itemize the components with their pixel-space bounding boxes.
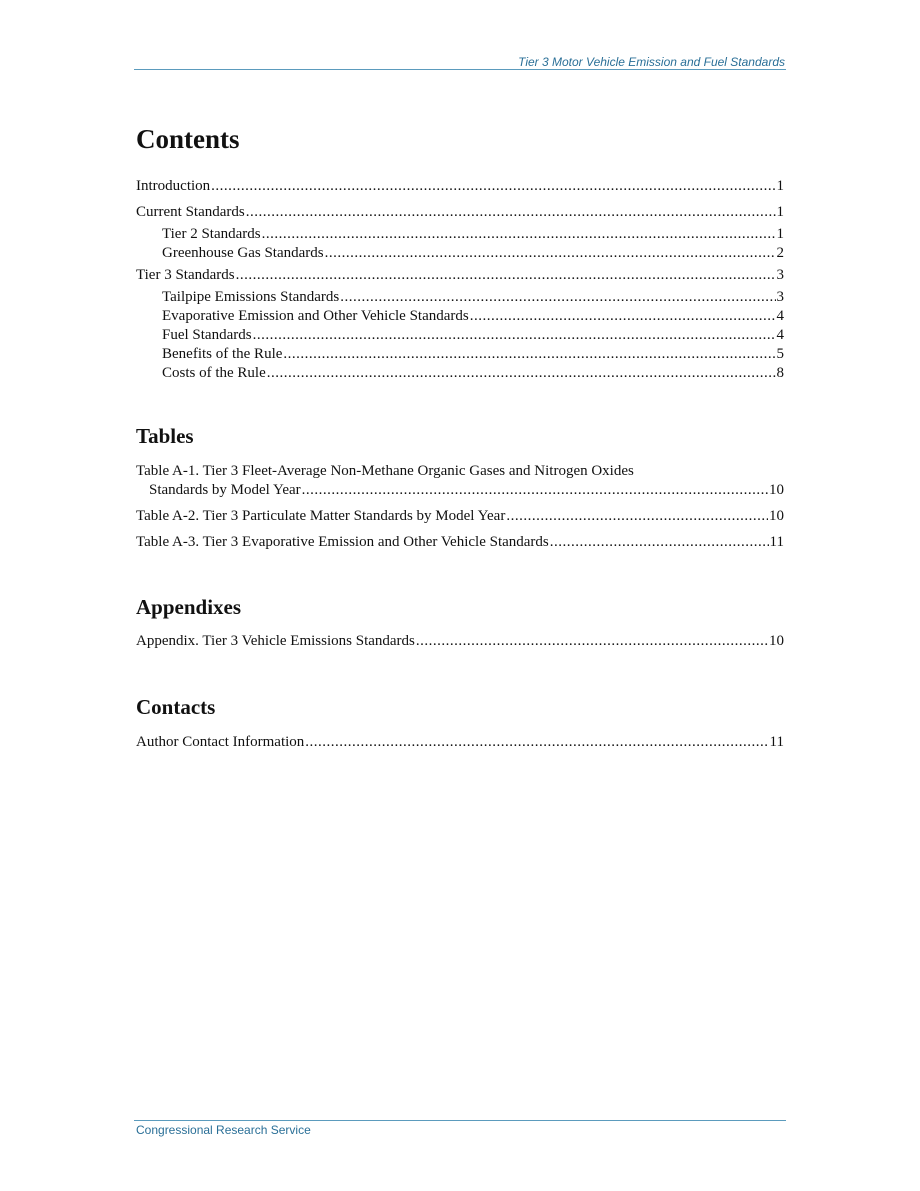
toc-entry-page: 8: [776, 365, 784, 381]
dot-leader: [506, 507, 768, 526]
toc-entry-tier3-standards[interactable]: [136, 266, 784, 285]
running-header-title: Tier 3 Motor Vehicle Emission and Fuel Standards: [518, 55, 785, 69]
toc-entry-page: 1: [776, 226, 784, 242]
footer-publisher: Congressional Research Service: [136, 1123, 311, 1137]
toc-entry-page: 11: [769, 534, 784, 550]
toc-entry-introduction[interactable]: [136, 177, 784, 196]
toc-entry-costs[interactable]: [162, 364, 784, 383]
toc-entry-title: Costs of the Rule: [162, 365, 266, 381]
toc-entry-tailpipe-emissions[interactable]: [162, 288, 784, 307]
toc-entry-page: 3: [776, 267, 784, 283]
table-entry-a2[interactable]: [136, 507, 784, 526]
toc-entry-title: Standards by Model Year: [149, 482, 301, 498]
dot-leader: [325, 244, 776, 263]
toc-entry-page: 10: [769, 633, 784, 649]
header-rule: [134, 69, 786, 70]
toc-entry-title: Appendix. Tier 3 Vehicle Emissions Standards: [136, 633, 415, 649]
toc-entry-evaporative-emission[interactable]: [162, 307, 784, 326]
contents-heading: Contents: [136, 124, 240, 154]
dot-leader: [340, 288, 775, 307]
dot-leader: [267, 364, 776, 383]
dot-leader: [283, 345, 775, 364]
appendixes-heading: Appendixes: [136, 595, 242, 619]
table-entry-a1[interactable]: [149, 481, 784, 500]
toc-entry-page: 2: [776, 245, 784, 261]
toc-entry-page: 11: [769, 734, 784, 750]
table-entry-a3[interactable]: [136, 533, 784, 552]
toc-entry-title: Introduction: [136, 178, 211, 194]
dot-leader: [302, 481, 768, 500]
tables-heading: Tables: [136, 424, 194, 448]
appendix-entry[interactable]: [136, 632, 784, 651]
contact-entry[interactable]: [136, 733, 784, 752]
toc-entry-tier2-standards[interactable]: [162, 225, 784, 244]
toc-entry-page: 4: [776, 327, 784, 343]
toc-entry-greenhouse-gas-standards[interactable]: [162, 244, 784, 263]
toc-entry-benefits[interactable]: [162, 345, 784, 364]
toc-entry-page: 10: [769, 508, 784, 524]
toc-entry-page: 3: [776, 289, 784, 305]
toc-entry-title: Tier 2 Standards: [162, 226, 261, 242]
dot-leader: [262, 225, 776, 244]
toc-entry-fuel-standards[interactable]: [162, 326, 784, 345]
toc-entry-title: Greenhouse Gas Standards: [162, 245, 324, 261]
dot-leader: [470, 307, 776, 326]
toc-entry-current-standards[interactable]: [136, 203, 784, 222]
dot-leader: [246, 203, 776, 222]
toc-entry-page: 4: [776, 308, 784, 324]
contacts-heading: Contacts: [136, 695, 216, 719]
toc-entry-title: Current Standards: [136, 204, 245, 220]
toc-entry-title: Fuel Standards: [162, 327, 252, 343]
toc-entry-title: Benefits of the Rule: [162, 346, 283, 362]
dot-leader: [211, 177, 775, 196]
toc-entry-title: Tier 3 Standards: [136, 267, 235, 283]
toc-entry-page: 5: [776, 346, 784, 362]
dot-leader: [416, 632, 768, 651]
footer-rule: [134, 1120, 786, 1121]
toc-entry-page: 1: [776, 204, 784, 220]
table-entry-a1-first-line[interactable]: Table A-1. Tier 3 Fleet-Average Non-Methane Organic Gases and Nitrogen Oxides: [136, 463, 634, 479]
toc-entry-title: Table A-2. Tier 3 Particulate Matter Standards by Model Year: [136, 508, 506, 524]
toc-entry-page: 10: [769, 482, 784, 498]
toc-entry-page: 1: [776, 178, 784, 194]
toc-entry-title: Table A-3. Tier 3 Evaporative Emission and Other Vehicle Standards: [136, 534, 549, 550]
dot-leader: [550, 533, 769, 552]
dot-leader: [305, 733, 768, 752]
dot-leader: [253, 326, 776, 345]
toc-entry-title: Evaporative Emission and Other Vehicle Standards: [162, 308, 469, 324]
dot-leader: [236, 266, 776, 285]
toc-entry-title: Author Contact Information: [136, 734, 305, 750]
toc-entry-title: Tailpipe Emissions Standards: [162, 289, 340, 305]
